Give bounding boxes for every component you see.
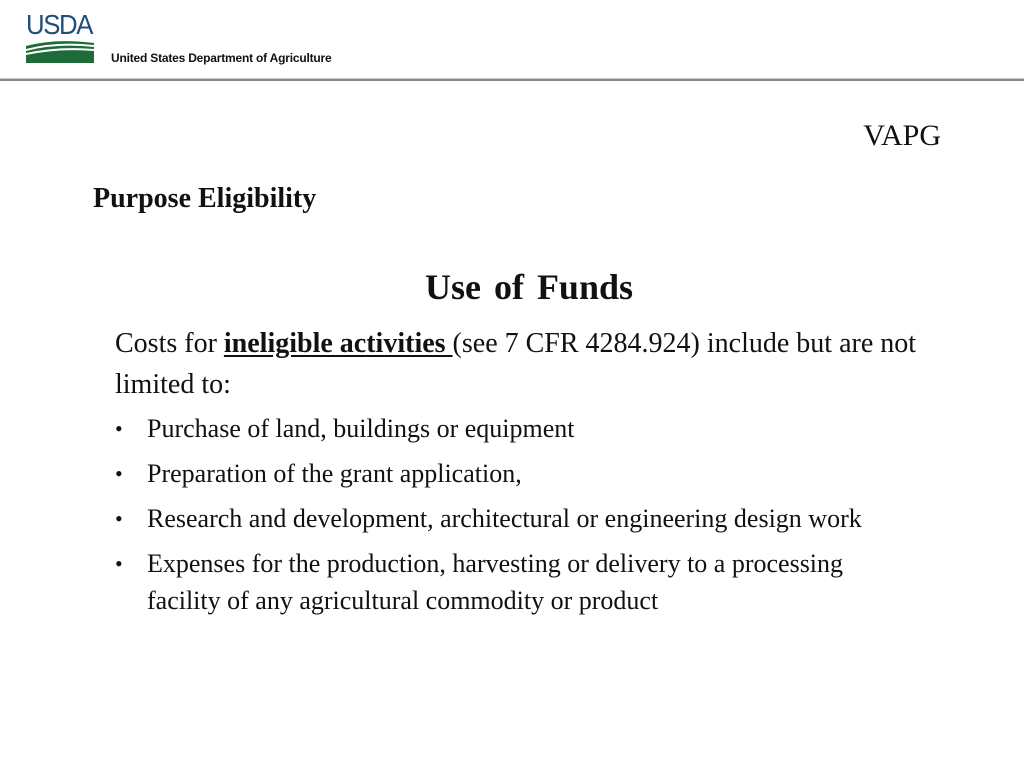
bullet-icon: • [115,551,123,576]
usda-field-icon [26,40,94,63]
section-title: Purpose Eligibility [93,183,317,214]
list-item [115,545,915,619]
bullet-icon: • [115,461,123,486]
list-item-text: Preparation of the grant application, [147,459,522,488]
intro-suffix: (see 7 CFR 4284.924) include but are not limited to: [115,328,917,400]
slide-header [0,0,1024,80]
list-item-text: Research and development, architectural or engineering design work [147,504,862,533]
ineligible-costs-list [115,410,915,627]
list-item-text: Expenses for the production, harvesting or delivery to a processing facility of any agricultural commodity or product [147,549,844,615]
list-item-text: Purchase of land, buildings or equipment [147,414,575,443]
intro-paragraph [115,323,935,405]
intro-emphasis: ineligible activities [223,328,453,359]
usda-logo-text: USDA [26,9,93,40]
program-label: VAPG [863,119,941,152]
header-divider [0,78,1024,81]
list-item [115,500,915,537]
agency-name: United States Department of Agriculture [111,51,332,65]
slide-title: Use of Funds [424,267,634,307]
list-item [115,455,915,492]
list-item [115,410,915,447]
bullet-icon: • [115,506,123,531]
intro-prefix: Costs for [115,328,224,359]
bullet-icon: • [115,416,123,441]
usda-logo [26,9,94,63]
